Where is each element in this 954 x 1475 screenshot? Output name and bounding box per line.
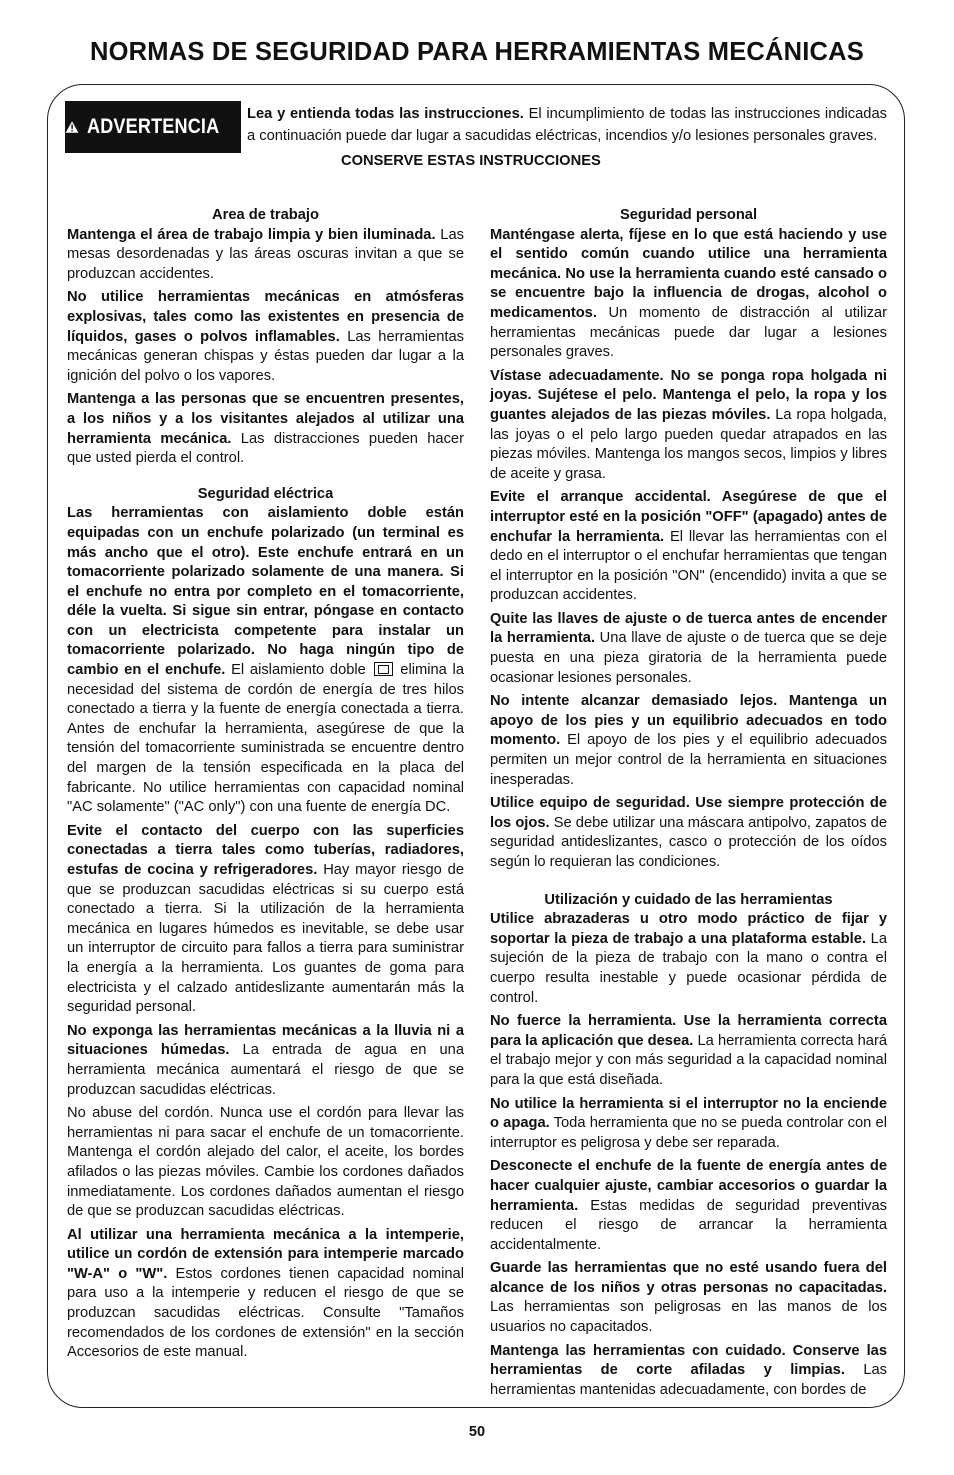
section-heading-work-area: Area de trabajo xyxy=(212,207,319,223)
paragraph xyxy=(67,226,464,285)
body-text: Una llave de ajuste o de tuerca que se deje puesta en una pieza giratoria de la herramienta puede ocasionar lesiones personales. xyxy=(490,630,887,686)
bold-text: Utilice abrazaderas u otro modo práctico de fijar y soportar la pieza de trabajo a una plataforma estable. xyxy=(490,911,887,947)
body-text: Se debe utilizar una máscara antipolvo, zapatos de seguridad antideslizantes, casco o protección de los oídos según lo requieran las condiciones. xyxy=(490,814,888,870)
conserve-instructions: CONSERVE ESTAS INSTRUCCIONES xyxy=(341,153,601,169)
warning-intro xyxy=(247,103,887,147)
paragraph xyxy=(490,367,887,485)
body-text: La ropa holgada, las joyas o el pelo largo pueden quedar atrapados en las piezas móviles. Mantenga los mangos secos, limpios y libres de aceite y grasa. xyxy=(490,406,887,482)
warning-triangle-icon xyxy=(65,117,79,137)
bold-text: Quite las llaves de ajuste o de tuerca antes de encender la herramienta. xyxy=(490,610,887,647)
paragraph xyxy=(490,692,887,790)
double-insulation-icon xyxy=(374,662,393,676)
paragraph xyxy=(490,1095,887,1154)
bold-text: Al utilizar una herramienta mecánica a la intemperie, utilice un cordón de extensión para intemperie marcado "W-A" o "W". xyxy=(67,1226,464,1282)
bold-text: No intente alcanzar demasiado lejos. Mantenga un apoyo de los pies y un equilibrio adecuados en todo momento. xyxy=(490,693,887,749)
body-text: Las mesas desordenadas y las áreas oscuras invitan a que se produzcan accidentes. xyxy=(67,226,464,282)
bold-text: Evite el arranque accidental. Asegúrese de que el interruptor esté en la posición "OFF" (apagado) antes de enchufar la herramienta. xyxy=(490,489,887,545)
paragraph xyxy=(490,1342,887,1401)
paragraph xyxy=(490,488,887,606)
paragraph xyxy=(67,1104,464,1222)
paragraph xyxy=(67,504,464,818)
bold-text: Manténgase alerta, fíjese en lo que está haciendo y use el sentido común cuando utilice una herramienta mecánica. No use la herramienta cuando esté cansado o se encuentre bajo la influencia de drogas, alcohol o medicamentos. xyxy=(490,226,887,321)
bold-text: Las herramientas con aislamiento doble están equipadas con un enchufe polarizado (un terminal es más ancho que el otro). Este enchufe entrará en un tomacorriente polarizado solamente de una manera. Si el enchufe no entra por completo en el tomacorriente, déle la vuelta. Si sigue sin entrar, póngase en contacto con un electricista competente para instalar un tomacorriente polarizado. No haga ningún tipo de cambio en el enchufe. xyxy=(67,505,464,679)
page-title: NORMAS DE SEGURIDAD PARA HERRAMIENTAS MECÁNICAS xyxy=(90,38,864,66)
bold-text: Evite el contacto del cuerpo con las superficies conectadas a tierra tales como tuberías, radiadores, estufas de cocina y refrigeradores. xyxy=(67,822,464,878)
paragraph xyxy=(490,910,887,1008)
bold-text: Mantenga las herramientas con cuidado. Conserve las herramientas de corte afiladas y limpias. xyxy=(490,1342,887,1379)
paragraph xyxy=(490,610,887,688)
body-text: La herramienta correcta hará el trabajo mejor y con más seguridad a la capacidad nominal para la que está diseñada. xyxy=(490,1032,887,1088)
body-text: Las herramientas mecánicas generan chispas y éstas pueden dar lugar a la ignición del polvo o los vapores. xyxy=(67,328,465,384)
bold-text: Guarde las herramientas que no esté usando fuera del alcance de los niños y otras personas no capacitadas. xyxy=(490,1260,887,1296)
section-heading-electrical: Seguridad eléctrica xyxy=(197,485,334,502)
bold-text: No fuerce la herramienta. Use la herramienta correcta para la aplicación que desea. xyxy=(490,1013,887,1049)
paragraph xyxy=(67,1226,464,1363)
body-text: El apoyo de los pies y el equilibrio adecuados permiten un mejor control de la herramienta en situaciones inesperadas. xyxy=(490,732,887,788)
bold-text: Utilice equipo de seguridad. Use siempre protección de los ojos. xyxy=(490,795,887,831)
body-text: Las distracciones pueden hacer que usted pierda el control. xyxy=(67,430,464,467)
body-text: Las herramientas mantenidas adecuadamente, con bordes de xyxy=(490,1362,887,1398)
bold-text: No utilice la herramienta si el interruptor no la enciende o apaga. xyxy=(490,1095,887,1132)
body-text: elimina la necesidad del sistema de cordón de energía de tres hilos conectado a tierra y la fuente de energía conectada a tierra. Antes de enchufar la herramienta, asegúrese de que la tensión del tomacorriente suministrada se encuentre dentro del margen de la tensión especificada en la placa del fabricante. No utilice herramientas con capacidad nominal "AC solamente" ("AC only") con una fuente de energía DC. xyxy=(67,662,464,816)
paragraph xyxy=(490,794,887,872)
body-text: Hay mayor riesgo de que se produzcan sacudidas eléctricas si su cuerpo está conectado a tierra. Si la utilización de la herramienta mecánica en lugares húmedos es inevitable, se debe usar un interruptor de circuito para fallos a tierra para suministrar la energía a la herramienta. Los guantes de goma para electricista y el calzado antideslizante aumentarán más la seguridad personal. xyxy=(67,862,465,1016)
body-text: No abuse del cordón. Nunca use el cordón para llevar las herramientas ni para sacar el enchufe de un tomacorriente. Mantenga el cordón alejado del calor, el aceite, los bordes afilados o las piezas móviles. Cambie los cordones dañados inmediatamente. Los cordones dañados aumentan el riesgo de que se produzcan sacudidas eléctricas. xyxy=(67,1105,464,1220)
right-column xyxy=(490,206,887,1404)
paragraph xyxy=(490,1012,887,1090)
warning-banner xyxy=(65,101,241,153)
paragraph xyxy=(67,1022,464,1100)
warning-label: ADVERTENCIA xyxy=(87,115,220,138)
paragraph xyxy=(490,226,887,363)
body-text: La entrada de agua en una herramienta mecánica aumentará el riesgo de que se produzcan sacudidas eléctricas. xyxy=(67,1042,464,1098)
bold-text: No utilice herramientas mecánicas en atmósferas explosivas, tales como las existentes en presencia de líquidos, gases o polvos inflamables. xyxy=(67,289,464,345)
paragraph xyxy=(490,1157,887,1255)
bold-text: Vístase adecuadamente. No se ponga ropa holgada ni joyas. Sujétese el pelo. Mantenga el pelo, la ropa y los guantes alejados de las piezas móviles. xyxy=(490,367,887,423)
paragraph xyxy=(490,1259,887,1337)
page-number: 50 xyxy=(468,1424,486,1440)
body-text: Estas medidas de seguridad preventivas reducen el riesgo de arrancar la herramienta accidentalmente. xyxy=(490,1197,887,1253)
body-text: Un momento de distracción al utilizar herramientas mecánicas puede dar lugar a lesiones personales graves. xyxy=(490,304,887,361)
paragraph xyxy=(67,822,464,1018)
section-heading-tool-use: Utilización y cuidado de las herramientas xyxy=(544,891,833,908)
left-column xyxy=(67,206,464,1367)
bold-text: Desconecte el enchufe de la fuente de energía antes de hacer cualquier ajuste, cambiar accesorios o guardar la herramienta. xyxy=(490,1158,887,1214)
paragraph xyxy=(67,288,464,386)
bold-text: No exponga las herramientas mecánicas a la lluvia ni a situaciones húmedas. xyxy=(67,1022,464,1059)
body-text: Estos cordones tienen capacidad nominal para uso a la intemperie y reducen el riesgo de que se produzcan sacudidas eléctricas. Consulte "Tamaños recomendados de los cordones de extensión" en la sección Accesorios de este manual. xyxy=(67,1265,464,1361)
body-text: El aislamiento doble xyxy=(225,662,372,679)
bold-text: Mantenga el área de trabajo limpia y bien iluminada. xyxy=(67,226,436,243)
bold-text: Mantenga a las personas que se encuentren presentes, a los niños y a los visitantes alejados al utilizar una herramienta mecánica. xyxy=(67,391,464,447)
section-heading-personal: Seguridad personal xyxy=(619,207,758,223)
intro-text: El incumplimiento de todas las instrucciones indicadas a continuación puede dar lugar a sacudidas eléctricas, incendios y/o lesiones personales graves. xyxy=(247,106,887,144)
paragraph xyxy=(67,390,464,468)
body-text: Las herramientas son peligrosas en las manos de los usuarios no capacitados. xyxy=(490,1299,887,1336)
intro-bold: Lea y entienda todas las instrucciones. xyxy=(247,106,524,122)
body-text: El llevar las herramientas con el dedo en el interruptor o el enchufar herramientas que tengan el interruptor en la posición "ON" (encendido) invita a que se produzcan accidentes. xyxy=(490,528,887,604)
body-text: La sujeción de la pieza de trabajo con la mano o contra el cuerpo resulta inestable y puede ocasionar pérdida de control. xyxy=(490,930,887,1006)
body-text: Toda herramienta que no se pueda controlar con el interruptor es peligrosa y debe ser reparada. xyxy=(490,1115,887,1151)
